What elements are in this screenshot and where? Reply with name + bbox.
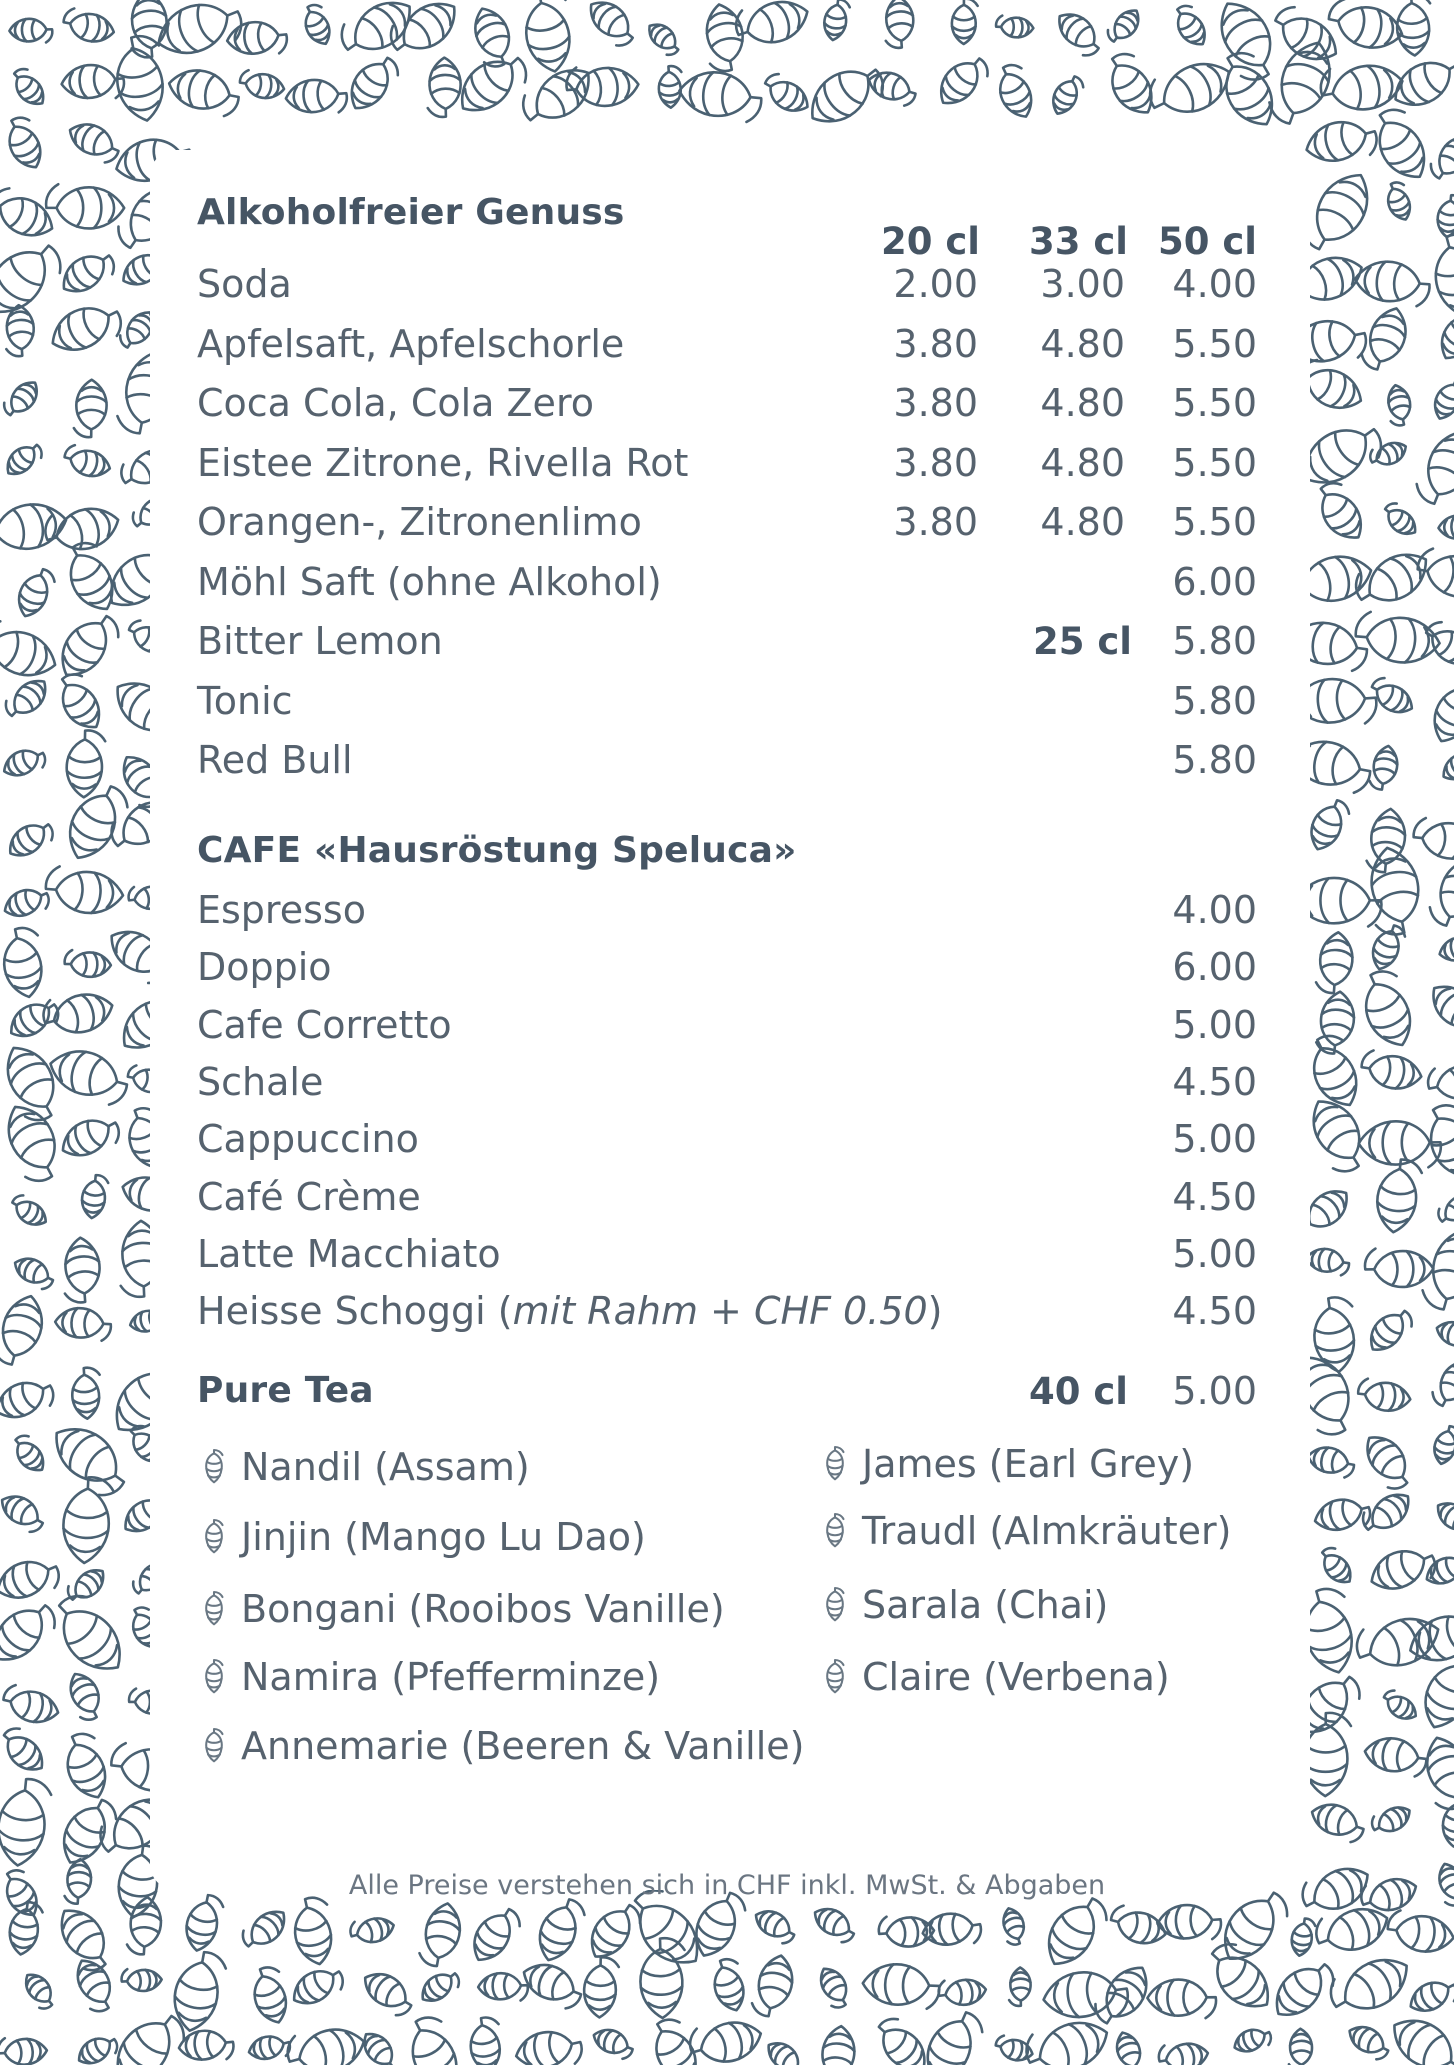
- drink-name: Cafe Corretto: [197, 1002, 452, 1047]
- tea-name: Annemarie (Beeren & Vanille): [241, 1724, 805, 1768]
- tea-name: Namira (Pfefferminze): [241, 1655, 661, 1699]
- hop-icon: [818, 1658, 852, 1696]
- drink-name: Orangen-, Zitronenlimo: [197, 500, 642, 544]
- tea-item: [818, 1655, 1170, 1699]
- drink-note: mit Rahm + CHF 0.50: [512, 1289, 928, 1334]
- tea-item: [197, 1515, 646, 1559]
- drink-name: [197, 1289, 942, 1333]
- drink-name: Doppio: [197, 945, 332, 990]
- price-50cl: 5.80: [1172, 738, 1257, 782]
- price-20cl: 3.80: [893, 440, 978, 485]
- price-20cl: 3.80: [893, 500, 978, 544]
- drink-name: Apfelsaft, Apfelschorle: [197, 321, 625, 366]
- drink-name: Red Bull: [197, 738, 353, 782]
- price-footnote: Alle Preise verstehen sich in CHF inkl. MwSt. & Abgaben: [348, 1870, 1106, 1901]
- tea-item: [197, 1445, 530, 1489]
- drink-price: 4.50: [1172, 1174, 1257, 1219]
- price-50cl: 4.00: [1172, 262, 1257, 306]
- tea-item: [818, 1442, 1194, 1486]
- price-50cl: 5.50: [1172, 381, 1257, 425]
- hop-icon: [818, 1512, 852, 1550]
- drink-name: Espresso: [197, 888, 366, 932]
- tea-item: [818, 1509, 1232, 1553]
- price-33cl: 3.00: [1040, 262, 1125, 306]
- hop-icon: [197, 1518, 231, 1556]
- hop-icon: [197, 1590, 231, 1628]
- price-33cl: 4.80: [1040, 440, 1125, 485]
- price-50cl: 5.80: [1172, 619, 1257, 663]
- tea-item: [818, 1583, 1108, 1627]
- drink-name-close: ): [927, 1289, 943, 1334]
- drink-name-text: Heisse Schoggi (: [197, 1289, 513, 1334]
- tea-size: 40 cl: [1029, 1370, 1128, 1413]
- drink-name: Tonic: [197, 678, 293, 723]
- drink-price: 6.00: [1172, 945, 1257, 990]
- tea-name: Bongani (Rooibos Vanille): [241, 1587, 725, 1631]
- price-50cl: 5.50: [1172, 500, 1257, 544]
- tea-item: [197, 1724, 804, 1768]
- size-header-20cl: 20 cl: [881, 220, 980, 263]
- price-20cl: 3.80: [893, 321, 978, 366]
- drink-price: 4.50: [1172, 1289, 1257, 1334]
- tea-name: James (Earl Grey): [862, 1442, 1195, 1486]
- tea-item: [197, 1655, 660, 1699]
- price-50cl: 5.50: [1172, 440, 1257, 485]
- tea-name: Nandil (Assam): [241, 1445, 530, 1489]
- price-50cl: 6.00: [1172, 559, 1257, 604]
- drink-name: Bitter Lemon: [197, 619, 443, 663]
- price-33cl: 4.80: [1040, 500, 1125, 544]
- price-33cl: 4.80: [1040, 321, 1125, 366]
- tea-name: Traudl (Almkräuter): [862, 1509, 1232, 1553]
- hop-icon: [818, 1586, 852, 1624]
- drink-price: 4.50: [1172, 1059, 1257, 1104]
- hop-icon: [197, 1727, 231, 1765]
- tea-name: Jinjin (Mango Lu Dao): [241, 1515, 646, 1559]
- tea-name: Sarala (Chai): [862, 1583, 1109, 1627]
- section-title-tea: Pure Tea: [197, 1370, 374, 1411]
- tea-price: 5.00: [1172, 1369, 1257, 1413]
- hop-icon: [197, 1448, 231, 1486]
- drink-price: 4.00: [1172, 888, 1257, 932]
- drink-price: 5.00: [1172, 1231, 1257, 1276]
- price-20cl: 2.00: [893, 262, 978, 306]
- section-title-cafe: CAFE «Hausröstung Speluca»: [197, 830, 797, 871]
- price-50cl: 5.80: [1172, 678, 1257, 723]
- price-20cl: 3.80: [893, 381, 978, 425]
- tea-name: Claire (Verbena): [862, 1655, 1170, 1699]
- drink-price: 5.00: [1172, 1002, 1257, 1047]
- size-header-50cl: 50 cl: [1158, 220, 1257, 263]
- drink-name: Latte Macchiato: [197, 1231, 501, 1276]
- size-header-33cl: 33 cl: [1029, 220, 1128, 263]
- drink-name: Schale: [197, 1059, 324, 1104]
- section-title-alkoholfrei: Alkoholfreier Genuss: [197, 192, 625, 233]
- size-label: 25 cl: [1033, 620, 1132, 663]
- hop-icon: [197, 1658, 231, 1696]
- price-50cl: 5.50: [1172, 321, 1257, 366]
- drink-price: 5.00: [1172, 1117, 1257, 1162]
- drink-name: Cappuccino: [197, 1117, 419, 1162]
- drink-name: Soda: [197, 262, 292, 306]
- drink-name: Café Crème: [197, 1174, 421, 1219]
- drink-name: Eistee Zitrone, Rivella Rot: [197, 440, 689, 485]
- drink-name: Möhl Saft (ohne Alkohol): [197, 559, 662, 604]
- tea-item: [197, 1587, 725, 1631]
- drink-name: Coca Cola, Cola Zero: [197, 381, 594, 425]
- hop-icon: [818, 1445, 852, 1483]
- price-33cl: 4.80: [1040, 381, 1125, 425]
